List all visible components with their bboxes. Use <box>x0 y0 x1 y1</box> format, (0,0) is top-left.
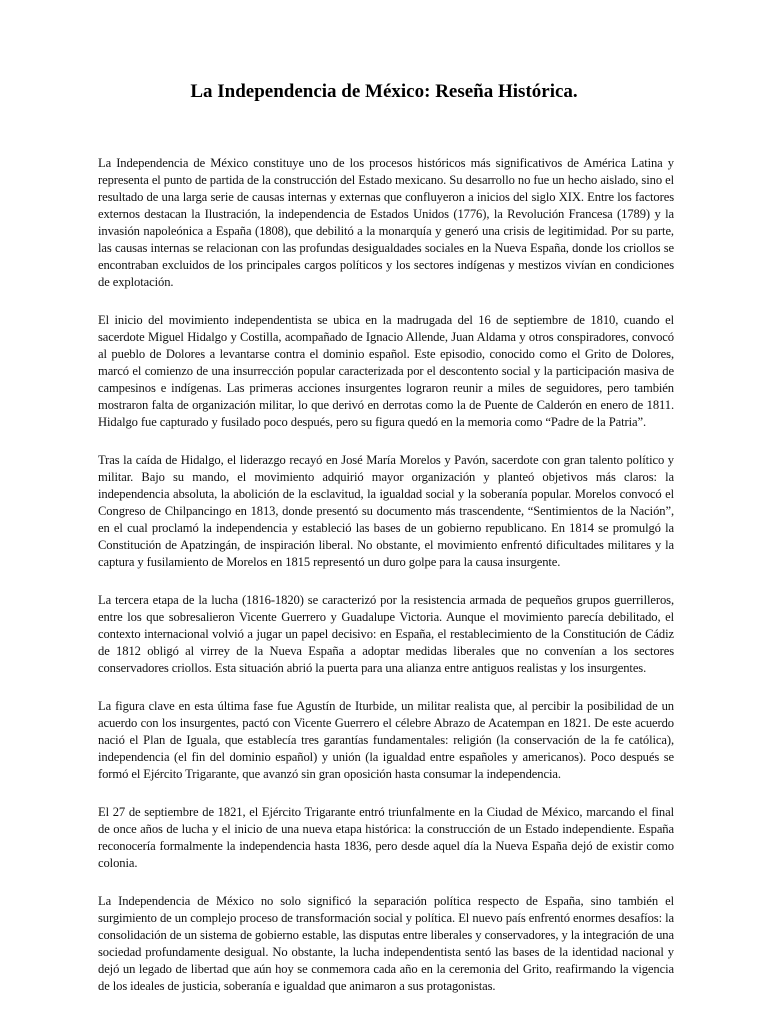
paragraph-causes: La Independencia de México constituye uno de los procesos históricos más significativos de América Latina y representa el punto de partida de la construcción del Estado mexicano. Su desarrollo no fue un hecho aislado, sino el resultado de una larga serie de causas internas y externas que confluyeron a inicios del siglo XIX. Entre los factores externos destacan la Ilustración, la independencia de Estados Unidos (1776), la Revolución Francesa (1789) y la invasión napoleónica a España (1808), que debilitó a la monarquía y generó una crisis de legitimidad. Por su parte, las causas internas se relacionan con las profundas desigualdades sociales en la Nueva España, donde los criollos se encontraban excluidos de los principales cargos políticos y los sectores indígenas y mestizos vivían en condiciones de explotación. <box>98 156 674 289</box>
document-title: La Independencia de México: Reseña Histórica. <box>190 81 578 102</box>
paragraph-hidalgo: El inicio del movimiento independentista se ubica en la madrugada del 16 de septiembre de 1810, cuando el sacerdote Miguel Hidalgo y Costilla, acompañado de Ignacio Allende, Juan Aldama y otros conspiradores, convocó al pueblo de Dolores a levantarse contra el dominio español. Este episodio, conocido como el Grito de Dolores, marcó el comienzo de una insurrección popular caracterizada por el descontento social y la participación masiva de campesinos e indígenas. Las primeras acciones insurgentes lograron reunir a miles de seguidores, pero también mostraron falta de organización militar, lo que derivó en derrotas como la de Puente de Calderón en enero de 1811. Hidalgo fue capturado y fusilado poco después, pero su figura quedó en la memoria como “Padre de la Patria”. <box>98 313 674 429</box>
document-body <box>98 155 674 1016</box>
paragraph-resistance: La tercera etapa de la lucha (1816-1820) se caracterizó por la resistencia armada de pequeños grupos guerrilleros, entre los que sobresalieron Vicente Guerrero y Guadalupe Victoria. Aunque el movimiento parecía debilitado, el contexto internacional volvió a jugar un papel decisivo: en España, el restablecimiento de la Constitución de Cádiz de 1812 obligó al virrey de la Nueva España a adoptar medidas liberales que no convenían a los sectores conservadores criollos. Esta situación abrió la puerta para una alianza entre antiguos realistas y los insurgentes. <box>98 593 674 675</box>
paragraph-consummation: El 27 de septiembre de 1821, el Ejército Trigarante entró triunfalmente en la Ciudad de México, marcando el final de once años de lucha y el inicio de una nueva etapa histórica: la construcción de un Estado independiente. España reconocería formalmente la independencia hasta 1836, pero desde aquel día la Nueva España dejó de existir como colonia. <box>98 805 674 870</box>
paragraph-morelos: Tras la caída de Hidalgo, el liderazgo recayó en José María Morelos y Pavón, sacerdote con gran talento político y militar. Bajo su mando, el movimiento adquirió mayor organización y planteó objetivos más claros: la independencia absoluta, la abolición de la esclavitud, la igualdad social y la soberanía popular. Morelos convocó el Congreso de Chilpancingo en 1813, donde presentó su documento más trascendente, “Sentimientos de la Nación”, en el cual proclamó la independencia y estableció las bases de un gobierno republicano. En 1814 se promulgó la Constitución de Apatzingán, de inspiración liberal. No obstante, el movimiento enfrentó dificultades militares y la captura y fusilamiento de Morelos en 1815 representó un duro golpe para la causa insurgente. <box>98 453 674 569</box>
paragraph-iturbide: La figura clave en esta última fase fue Agustín de Iturbide, un militar realista que, al percibir la posibilidad de un acuerdo con los insurgentes, pactó con Vicente Guerrero el célebre Abrazo de Acatempan en 1821. De este acuerdo nació el Plan de Iguala, que establecía tres garantías fundamentales: religión (la conservación de la fe católica), independencia (el fin del dominio español) y unión (la igualdad entre españoles y americanos). Poco después se formó el Ejército Trigarante, que avanzó sin gran oposición hasta consumar la independencia. <box>98 699 674 781</box>
paragraph-conclusion: La Independencia de México no solo significó la separación política respecto de España, sino también el surgimiento de un complejo proceso de transformación social y política. El nuevo país enfrentó enormes desafíos: la consolidación de un sistema de gobierno estable, las disputas entre liberales y conservadores, y la integración de una sociedad profundamente desigual. No obstante, la lucha independentista sentó las bases de la identidad nacional y dejó un legado de libertad que aún hoy se conmemora cada año en la ceremonia del Grito, reafirmando la vigencia de los ideales de justicia, soberanía e igualdad que animaron a sus protagonistas. <box>98 894 674 993</box>
